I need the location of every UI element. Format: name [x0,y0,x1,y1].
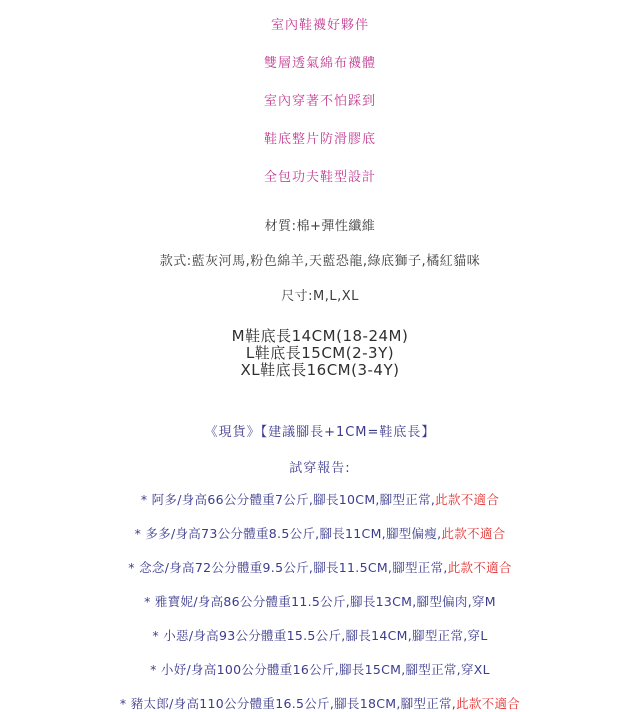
fitting-report-row [0,524,640,542]
report-highlight: 此款不適合 [435,492,500,507]
fitting-reports [0,490,640,712]
fitting-report-row [0,660,640,678]
report-text: * 豬太郎/身高110公分體重16.5公斤,腳長18CM,腳型正常, [119,696,457,711]
size-chart [0,328,640,379]
product-specs [0,215,640,304]
stock-note: 《現貨》【建議腳長+1CM=鞋底長】 [204,425,436,440]
spec-sizes: 尺寸:M,L,XL [281,289,359,304]
report-text: * 念念/身高72公分體重9.5公斤,腳長11.5CM,腳型正常, [128,560,448,575]
feature-line: 雙層透氣綿布襪體 [263,56,376,71]
size-chart-line: XL鞋底長16CM(3-4Y) [240,361,400,379]
size-chart-line: M鞋底長14CM(18-24M) [231,327,409,345]
fitting-report-row [0,592,640,610]
fitting-report-row [0,626,640,644]
report-text: * 小妤/身高100公分體重16公斤,腳長15CM,腳型正常,穿XL [150,662,490,677]
report-text: * 小惡/身高93公分體重15.5公斤,腳長14CM,腳型正常,穿L [152,628,488,643]
fitting-report-row [0,558,640,576]
fitting-report-title: 試穿報告: [289,461,351,476]
report-text: * 雅寶妮/身高86公分體重11.5公斤,腳長13CM,腳型偏肉,穿M [144,594,496,609]
spec-styles: 款式:藍灰河馬,粉色綿羊,天藍恐龍,綠底獅子,橘紅貓咪 [159,254,481,269]
feature-line: 室內鞋襪好夥伴 [270,18,369,33]
report-highlight: 此款不適合 [441,526,506,541]
feature-slogans [0,14,640,185]
report-highlight: 此款不適合 [456,696,521,711]
fitting-report-row [0,694,640,712]
feature-line: 鞋底整片防滑膠底 [263,132,376,147]
spec-material: 材質:棉+彈性纖維 [264,219,376,234]
report-text: * 多多/身高73公分體重8.5公斤,腳長11CM,腳型偏瘦, [134,526,442,541]
fitting-report-row [0,490,640,508]
feature-line: 全包功夫鞋型設計 [263,170,376,185]
size-chart-line: L鞋底長15CM(2-3Y) [245,344,395,362]
report-text: * 阿多/身高66公分體重7公斤,腳長10CM,腳型正常, [140,492,436,507]
report-highlight: 此款不適合 [447,560,512,575]
feature-line: 室內穿著不怕踩到 [263,94,376,109]
